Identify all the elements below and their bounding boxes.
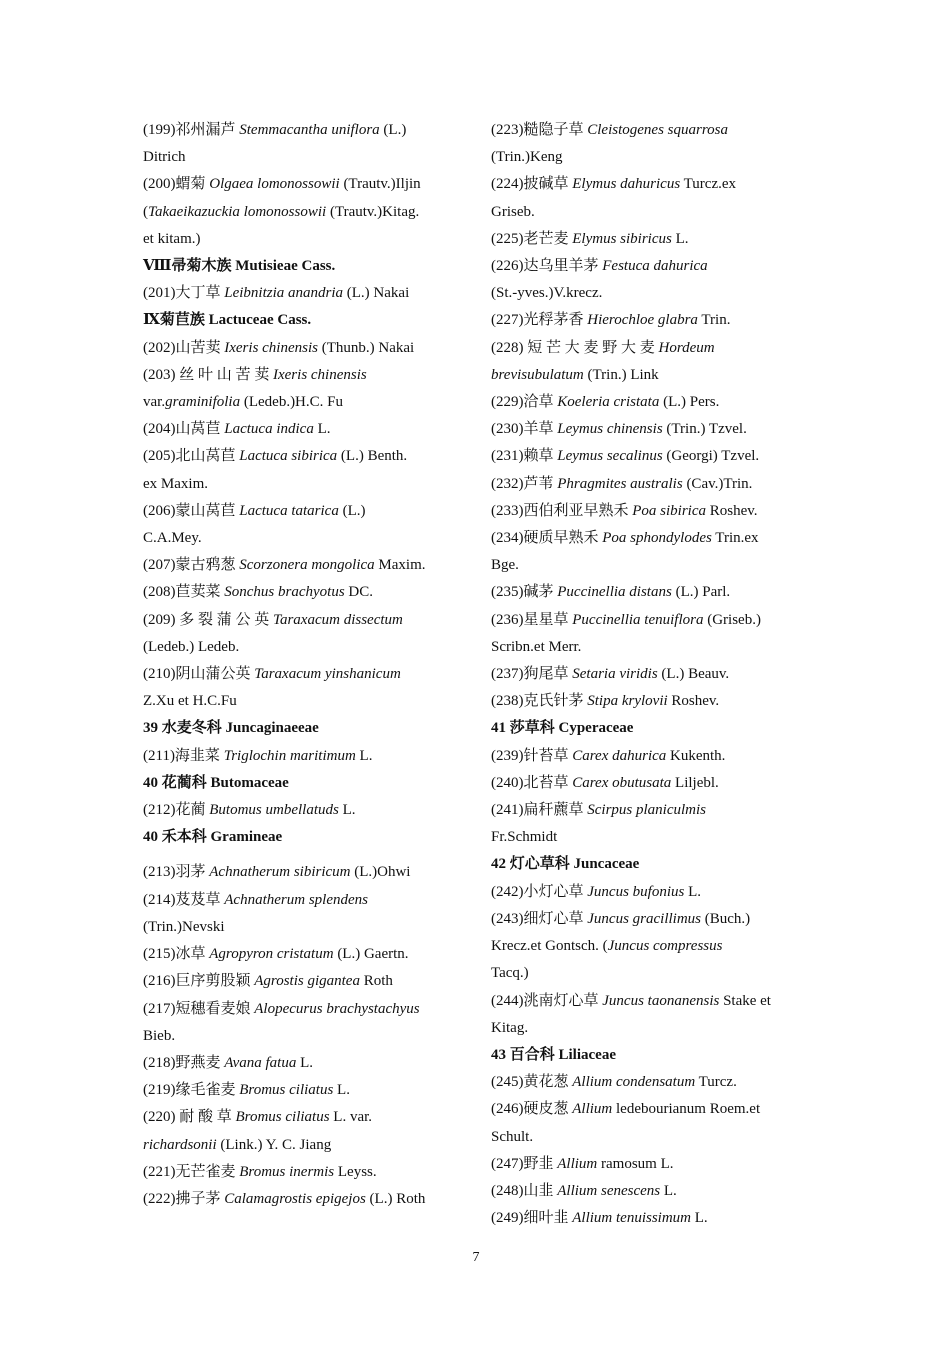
species-entry-line (143, 1132, 461, 1159)
entry-text: (218)野燕麦 (143, 1054, 225, 1071)
species-entry-line (143, 1104, 461, 1131)
entry-text: (Ledeb.) Ledeb. (143, 638, 240, 655)
entry-text: (231)赖草 (491, 448, 558, 465)
species-entry-line (143, 859, 461, 886)
species-entry-line (143, 199, 461, 226)
entry-text: 42 灯心草科 Juncaceae (491, 856, 640, 873)
entry-text: (235)碱茅 (491, 584, 558, 601)
entry-text: (244)洮南灯心草 (491, 992, 603, 1009)
entry-text: (Ledeb.)H.C. Fu (240, 394, 343, 411)
entry-text: L. (338, 802, 356, 819)
entry-text: ledebourianum Roem.et (612, 1101, 761, 1118)
entry-text: (L.) Gaertn. (333, 946, 409, 963)
species-entry-line (491, 1096, 809, 1123)
latin-name: Elymus dahuricus (572, 176, 681, 193)
latin-name: Poa sibirica (632, 502, 706, 519)
species-entry-line (491, 307, 809, 334)
entry-text: (215)冰草 (143, 946, 210, 963)
latin-name: Carex dahurica (572, 747, 667, 764)
species-entry-line (143, 941, 461, 968)
entry-text: (Cav.)Trin. (682, 475, 753, 492)
latin-name: Bromus ciliatus (239, 1082, 334, 1099)
latin-name: Taraxacum dissectum (273, 611, 403, 628)
entry-text: (L.) Nakai (343, 285, 410, 302)
entry-text: Liljebl. (671, 774, 719, 791)
entry-text: (Trautv.)Kitag. (326, 203, 420, 220)
latin-name: Juncus taonanensis (602, 992, 720, 1009)
entry-text: Roshev. (706, 502, 758, 519)
entry-text: et kitam.) (143, 230, 201, 247)
entry-text: Turcz. (695, 1074, 737, 1091)
entry-text: (239)针苔草 (491, 747, 573, 764)
entry-text: (L.) Roth (365, 1190, 426, 1207)
entry-text: (233)西伯利亚早熟禾 (491, 502, 633, 519)
latin-name: Leibnitzia anandria (224, 285, 344, 302)
species-entry-line (491, 362, 809, 389)
species-entry-line (491, 389, 809, 416)
entry-text: (L.) Pers. (659, 394, 720, 411)
entry-text: Stake et (719, 992, 771, 1009)
species-entry-line (491, 226, 809, 253)
latin-name: Phragmites australis (557, 475, 683, 492)
entry-text: (212)花蔺 (143, 802, 210, 819)
species-entry-line (143, 743, 461, 770)
entry-text: Bge. (491, 557, 519, 574)
latin-name: Achnatherum splendens (224, 891, 368, 908)
entry-text: (L.)Ohwi (350, 864, 411, 881)
species-entry-line (143, 171, 461, 198)
latin-name: Allium condensatum (572, 1074, 696, 1091)
entry-text: Tacq.) (491, 965, 529, 982)
entry-text: (241)扁秆藨草 (491, 802, 588, 819)
entry-text: (Link.) Y. C. Jiang (216, 1136, 332, 1153)
species-entry-line (491, 525, 809, 552)
entry-text: (248)山韭 (491, 1182, 558, 1199)
entry-text: (229)洽草 (491, 394, 558, 411)
entry-text: (200)蝟菊 (143, 176, 210, 193)
species-entry-line (143, 996, 461, 1023)
latin-name: Leymus chinensis (557, 421, 663, 438)
species-entry-line (143, 280, 461, 307)
species-entry-line (491, 743, 809, 770)
species-entry-line (143, 443, 461, 470)
latin-name: Hierochloe glabra (587, 312, 698, 329)
entry-text: Kukenth. (666, 747, 726, 764)
entry-text: Roshev. (667, 693, 720, 710)
species-entry-line (143, 226, 461, 253)
species-entry-line (143, 117, 461, 144)
entry-text: (L.) Beauv. (657, 666, 730, 683)
right-column (491, 117, 809, 1232)
entry-text: (240)北苔草 (491, 774, 573, 791)
entry-text: (L.) (338, 502, 366, 519)
species-entry-line (143, 688, 461, 715)
entry-text: Ⅷ帚菊木族 Mutisieae Cass. (143, 258, 336, 275)
entry-text: L. (355, 747, 373, 764)
entry-text: Leyss. (334, 1163, 377, 1180)
species-entry-line (143, 144, 461, 171)
entry-text: (234)硬质早熟禾 (491, 530, 603, 547)
entry-text: L. (296, 1054, 313, 1071)
entry-text: Trin.ex (711, 530, 759, 547)
species-entry-line (491, 879, 809, 906)
latin-name: Bromus inermis (239, 1163, 335, 1180)
species-entry-line (491, 933, 809, 960)
entry-text: (242)小灯心草 (491, 883, 588, 900)
species-entry-line (143, 335, 461, 362)
entry-text: (232)芦苇 (491, 475, 558, 492)
latin-name: Carex obutusata (572, 774, 672, 791)
entry-text: (217)短穗看麦娘 (143, 1000, 255, 1017)
entry-text: (236)星星草 (491, 611, 573, 628)
entry-text: (L.) Benth. (337, 448, 408, 465)
latin-name: Ixeris chinensis (273, 366, 367, 383)
species-entry-line (143, 498, 461, 525)
latin-name: Butomus umbellatuds (209, 802, 339, 819)
latin-name: Stemmacantha uniflora (239, 122, 380, 138)
species-entry-line (143, 416, 461, 443)
latin-name: Setaria viridis (572, 666, 658, 683)
entry-text: (213)羽茅 (143, 864, 210, 881)
entry-text: Ditrich (143, 149, 186, 166)
entry-text: ramosum L. (597, 1155, 674, 1172)
latin-name: Stipa krylovii (587, 693, 668, 710)
species-entry-line (491, 634, 809, 661)
left-column (143, 117, 461, 1213)
entry-text: L. (333, 1082, 350, 1099)
latin-name: Achnatherum sibiricum (209, 864, 351, 881)
species-entry-line (491, 688, 809, 715)
entry-text: Turcz.ex (680, 176, 737, 193)
species-entry-line (143, 1186, 461, 1213)
species-entry-line (491, 824, 809, 851)
entry-text: Ⅸ菊苣族 Lactuceae Cass. (143, 312, 312, 329)
species-entry-line (143, 1159, 461, 1186)
latin-name: Scorzonera mongolica (239, 557, 375, 574)
latin-name: Hordeum (658, 339, 715, 356)
latin-name: Lactuca sibirica (239, 448, 338, 465)
species-entry-line (491, 416, 809, 443)
entry-text: (247)野韭 (491, 1155, 558, 1172)
entry-text: Scribn.et Merr. (491, 638, 582, 655)
entry-text: (238)克氏针茅 (491, 693, 588, 710)
latin-name: Agrostis gigantea (254, 973, 360, 990)
latin-name: Leymus secalinus (557, 448, 663, 465)
species-entry-line (491, 253, 809, 280)
entry-text: (Thunb.) Nakai (317, 339, 415, 356)
entry-text: (230)羊草 (491, 421, 558, 438)
entry-text: (223)糙隐子草 (491, 122, 588, 138)
entry-text: (L.) (379, 122, 407, 138)
entry-text: (Trautv.)Iljin (339, 176, 421, 193)
species-entry-line (143, 1077, 461, 1104)
latin-name: Elymus sibiricus (572, 230, 672, 247)
entry-text: ( (143, 203, 148, 220)
entry-text: (Trin.)Keng (491, 149, 563, 166)
species-entry-line (491, 552, 809, 579)
species-entry-line (143, 968, 461, 995)
latin-name: Sonchus brachyotus (224, 584, 345, 601)
entry-text: (227)光稃茅香 (491, 312, 588, 329)
section-heading (491, 1042, 809, 1069)
species-entry-line (491, 770, 809, 797)
latin-name: Lactuca indica (224, 421, 314, 438)
entry-text: L. (660, 1182, 677, 1199)
species-entry-line (143, 389, 461, 416)
entry-text: (208)苣荬菜 (143, 584, 225, 601)
page-number: 7 (472, 1250, 480, 1265)
entry-text: (220) 耐 酸 草 (143, 1109, 236, 1126)
entry-text: (Griseb.) (703, 611, 761, 628)
entry-text: 41 莎草科 Cyperaceae (491, 720, 634, 737)
entry-text: (221)无芒雀麦 (143, 1163, 240, 1180)
latin-name: Bromus ciliatus (235, 1109, 330, 1126)
latin-name: Puccinellia tenuiflora (572, 611, 704, 628)
entry-text: (245)黄花葱 (491, 1074, 573, 1091)
section-heading (143, 770, 461, 797)
entry-text: L. (671, 230, 689, 247)
entry-text: Krecz.et Gontsch. ( (491, 938, 608, 955)
latin-name: Juncus bufonius (587, 883, 685, 900)
entry-text: (228) 短 芒 大 麦 野 大 麦 (491, 339, 659, 356)
species-entry-line (143, 525, 461, 552)
entry-text: (226)达乌里羊茅 (491, 258, 603, 275)
entry-text: (222)拂子茅 (143, 1190, 225, 1207)
section-heading (491, 851, 809, 878)
species-entry-line (491, 1151, 809, 1178)
species-entry-line (143, 634, 461, 661)
entry-text: (209) 多 裂 蒲 公 英 (143, 611, 273, 628)
entry-text: (203) 丝 叶 山 苦 荬 (143, 366, 273, 383)
entry-text: Fr.Schmidt (491, 829, 558, 846)
latin-name: Festuca dahurica (602, 258, 708, 275)
species-entry-line (491, 988, 809, 1015)
species-entry-line (491, 906, 809, 933)
entry-text: (219)缘毛雀麦 (143, 1082, 240, 1099)
species-entry-line (143, 1023, 461, 1050)
entry-text: var. (143, 394, 166, 411)
latin-name: Calamagrostis epigejos (224, 1190, 366, 1207)
latin-name: Avana fatua (224, 1054, 297, 1071)
entry-text: Maxim. (374, 557, 426, 574)
entry-text: (237)狗尾草 (491, 666, 573, 683)
entry-text: Z.Xu et H.C.Fu (143, 693, 237, 710)
entry-text: C.A.Mey. (143, 530, 202, 547)
latin-name: brevisubulatum (491, 366, 584, 383)
entry-text: Kitag. (491, 1019, 529, 1036)
entry-text: (202)山苦荬 (143, 339, 225, 356)
entry-text: ex Maxim. (143, 475, 208, 492)
entry-text: (243)细灯心草 (491, 910, 588, 927)
species-entry-line (491, 117, 809, 144)
species-entry-line (491, 199, 809, 226)
species-entry-line (143, 797, 461, 824)
entry-text: DC. (344, 584, 373, 601)
entry-text: Bieb. (143, 1027, 176, 1044)
entry-text: (246)硬皮葱 (491, 1101, 573, 1118)
entry-text: (Georgi) Tzvel. (662, 448, 760, 465)
latin-name: Allium (572, 1101, 613, 1118)
entry-text: Roth (359, 973, 393, 990)
species-entry-line (491, 471, 809, 498)
entry-text: (207)蒙古鸦葱 (143, 557, 240, 574)
latin-name: Takaeikazuckia lomonossowii (148, 203, 327, 220)
entry-text: L. (684, 883, 701, 900)
species-entry-line (491, 607, 809, 634)
species-entry-line (143, 887, 461, 914)
entry-text: (224)披碱草 (491, 176, 573, 193)
entry-text: Trin. (697, 312, 731, 329)
section-heading (143, 715, 461, 742)
latin-name: Lactuca tatarica (239, 502, 339, 519)
species-entry-line (491, 661, 809, 688)
species-entry-line (491, 960, 809, 987)
latin-name: Allium tenuissimum (572, 1210, 691, 1227)
latin-name: Puccinellia distans (557, 584, 672, 601)
species-entry-line (143, 362, 461, 389)
species-entry-line (143, 579, 461, 606)
entry-text: (Trin.) Link (583, 366, 659, 383)
latin-name: richardsonii (143, 1136, 217, 1153)
species-entry-line (143, 471, 461, 498)
entry-text: 39 水麦冬科 Juncaginaeeae (143, 720, 319, 737)
entry-text: 40 禾本科 Gramineae (143, 829, 283, 846)
species-entry-line (491, 335, 809, 362)
latin-name: Poa sphondylodes (602, 530, 712, 547)
entry-text: (225)老芒麦 (491, 230, 573, 247)
entry-text: 40 花蔺科 Butomaceae (143, 774, 289, 791)
species-entry-line (143, 552, 461, 579)
species-entry-line (491, 579, 809, 606)
entry-text: Griseb. (491, 203, 535, 220)
entry-text: Schult. (491, 1128, 534, 1145)
latin-name: Cleistogenes squarrosa (587, 122, 728, 138)
species-entry-line (491, 1124, 809, 1151)
section-heading (143, 253, 461, 280)
latin-name: Ixeris chinensis (224, 339, 318, 356)
species-entry-line (491, 498, 809, 525)
species-entry-line (491, 797, 809, 824)
entry-text: (210)阴山蒲公英 (143, 666, 255, 683)
latin-name: Scirpus planiculmis (587, 802, 706, 819)
entry-text: L. (313, 421, 331, 438)
latin-name: Allium (557, 1155, 598, 1172)
species-entry-line (491, 1069, 809, 1096)
species-entry-line (143, 607, 461, 634)
entry-text: (St.-yves.)V.krecz. (491, 285, 603, 302)
species-entry-line (491, 280, 809, 307)
entry-text: 43 百合科 Liliaceae (491, 1046, 616, 1063)
latin-name: Juncus gracillimus (587, 910, 701, 927)
entry-text: (Buch.) (701, 910, 751, 927)
entry-text: (Trin.)Nevski (143, 918, 225, 935)
latin-name: Olgaea lomonossowii (209, 176, 340, 193)
section-heading (143, 824, 461, 851)
latin-name: Allium senescens (557, 1182, 661, 1199)
entry-text: L. var. (329, 1109, 373, 1126)
entry-text: (L.) Parl. (671, 584, 731, 601)
species-entry-line (491, 1205, 809, 1232)
species-entry-line (491, 1015, 809, 1042)
entry-text: (249)细叶韭 (491, 1210, 573, 1227)
species-entry-line (491, 443, 809, 470)
species-entry-line (143, 661, 461, 688)
species-entry-line (143, 914, 461, 941)
entry-text: L. (691, 1210, 708, 1227)
section-heading (491, 715, 809, 742)
entry-text: (211)海韭菜 (143, 747, 224, 764)
latin-name: Alopecurus brachystachyus (254, 1000, 420, 1017)
species-entry-line (491, 144, 809, 171)
latin-name: Agropyron cristatum (209, 946, 334, 963)
species-entry-line (143, 1050, 461, 1077)
entry-text: (204)山莴苣 (143, 421, 225, 438)
latin-name: Juncus compressus (607, 938, 723, 955)
latin-name: graminifolia (165, 394, 241, 411)
entry-text: (Trin.) Tzvel. (662, 421, 747, 438)
species-entry-line (491, 171, 809, 198)
entry-text: (216)巨序剪股颖 (143, 973, 255, 990)
entry-text: (214)芨芨草 (143, 891, 225, 908)
latin-name: Triglochin maritimum (223, 747, 356, 764)
entry-text: (206)蒙山莴苣 (143, 502, 240, 519)
latin-name: Taraxacum yinshanicum (254, 666, 401, 683)
entry-text: (205)北山莴苣 (143, 448, 240, 465)
section-heading (143, 307, 461, 334)
species-entry-line (491, 1178, 809, 1205)
entry-text: (201)大丁草 (143, 285, 225, 302)
latin-name: Koeleria cristata (557, 394, 660, 411)
entry-text: (199)祁州漏芦 (143, 122, 240, 138)
